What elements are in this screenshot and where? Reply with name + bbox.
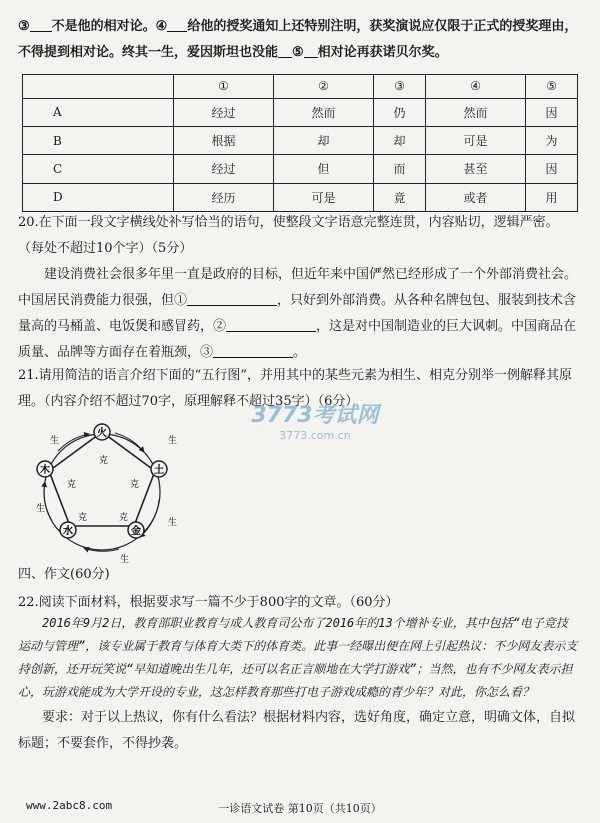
ke-label: 克 — [119, 513, 129, 523]
table-cell: 经过 — [174, 98, 274, 126]
table-cell: 可是 — [273, 183, 373, 211]
answer-blank-2[interactable] — [226, 317, 316, 332]
element-water-label: 水 — [63, 526, 73, 537]
options-table — [22, 74, 578, 212]
sheng-label: 生 — [120, 555, 130, 565]
passage-sentence-3: ，这是对中国制造业的巨大讽刺。中国商品在质量、品牌等方面存在着瓶颈，③ — [18, 319, 577, 360]
section-4-heading: 四、作文(60分) — [18, 567, 110, 582]
table-cell: C — [23, 155, 174, 183]
element-fire-label: 火 — [97, 428, 107, 439]
table-cell: 或者 — [425, 183, 525, 211]
answer-blank-3[interactable] — [213, 343, 293, 358]
blank-5b — [304, 43, 318, 58]
element-metal-label: 金 — [131, 526, 141, 537]
watermark-logo-text: 3773考试网 — [251, 403, 379, 428]
table-row — [23, 155, 578, 183]
table-cell: 然而 — [425, 98, 525, 126]
passage-text-2: 给他的授奖通知上还特别注明，获奖演说应仅限于正式的授奖理由，不得提到相对论。终其一生，爱因斯坦也没能 — [18, 19, 578, 60]
table-cell: B — [23, 126, 174, 154]
ke-label: 克 — [99, 456, 109, 466]
table-cell: 而 — [373, 155, 425, 183]
cycle-arrow — [115, 433, 144, 452]
table-cell: 因 — [525, 98, 577, 126]
marker-4: ④ — [155, 19, 168, 34]
marker-3: ③ — [18, 19, 30, 34]
passage-text-1: 不是他的相对论。 — [51, 19, 156, 34]
table-header-cell: ② — [273, 75, 373, 99]
table-cell: 然而 — [273, 98, 373, 126]
element-wood-node — [37, 461, 53, 477]
ke-label: 克 — [130, 480, 140, 490]
table-cell: 经历 — [174, 183, 274, 211]
table-row — [23, 126, 578, 154]
question-22-requirement: 要求：对于以上热议，你有什么看法？根据材料内容，选好角度，确定立意，明确文体，自拟标题；不要套作，不得抄袭。 — [18, 710, 576, 751]
answer-blank-1[interactable] — [187, 291, 277, 306]
table-cell: 竟 — [373, 183, 425, 211]
question-passage-continuation — [18, 14, 578, 66]
table-cell: 根据 — [174, 126, 274, 154]
question-22-material: 2016年9月2日，教育部职业教育与成人教育司公布了2016年的13个增补专业，其中包括“电子竞技运动与管理”，该专业属于教育与体育大类下的体育类。此事一经曝出便在网上引起热议：不少网友表示支持创新，还开玩笑说“早知道晚出生几年，还可以名正言顺地在大学打游戏”；当然，也有不少网友表示担心，玩游戏能成为大学开设的专业，这怎样教育那些打电子游戏成瘾的青少年？对此，你怎么看？ — [18, 616, 578, 699]
table-cell: 可是 — [425, 126, 525, 154]
sheng-label: 生 — [168, 436, 178, 446]
passage-sentence-4: 。 — [293, 345, 307, 360]
passage-sentence-1: 建设消费社会很多年里一直是政府的目标，但近年来中国俨然已经形成了一个外部消费社会。中国居民消费能力很强，但① — [18, 267, 578, 308]
site-watermark — [225, 398, 405, 442]
question-20-prompt: 20.在下面一段文字横线处补写恰当的语句，使整段文字语意完整连贯，内容贴切，逻辑严密。（每处不超过10个字）（5分） — [18, 215, 559, 256]
element-wood-label: 木 — [40, 465, 50, 476]
footer-page-number: 一诊语文试卷 第10页（共10页） — [218, 802, 382, 815]
ke-label: 克 — [78, 513, 88, 523]
cycle-arrow — [44, 482, 52, 521]
watermark-url: 3773.com.cn — [279, 429, 351, 442]
table-cell: 但 — [273, 155, 373, 183]
table-header-cell — [23, 75, 174, 99]
table-header-cell: ③ — [373, 75, 425, 99]
footer-site-url: www.2abc8.com — [26, 799, 113, 812]
table-header-row — [23, 75, 578, 99]
table-cell: A — [23, 98, 174, 126]
table-cell: 经过 — [174, 155, 274, 183]
passage-text-3: 相对论再获诺贝尔奖。 — [317, 45, 448, 60]
blank-5a — [278, 43, 292, 58]
table-header-cell: ① — [174, 75, 274, 99]
question-22-prompt: 22.阅读下面材料，根据要求写一篇不少于800字的文章。（60分） — [18, 595, 399, 610]
sheng-label: 生 — [168, 518, 178, 528]
sheng-label: 生 — [36, 504, 46, 514]
five-elements-diagram — [22, 415, 222, 565]
table-cell: D — [23, 183, 174, 211]
table-row — [23, 183, 578, 211]
table-row — [23, 98, 578, 126]
element-earth-label: 土 — [154, 465, 164, 476]
table-header-cell: ④ — [425, 75, 525, 99]
question-21-prompt: 21.请用简洁的语言介绍下面的“五行图”，并用其中的某些元素为相生、相克分别举一例解释其原理。（内容介绍不超过70字，原理解释不超过35字）（6分） — [18, 368, 572, 409]
ke-label: 克 — [67, 480, 77, 490]
table-cell: 却 — [273, 126, 373, 154]
table-header-cell: ⑤ — [525, 75, 577, 99]
marker-5: ⑤ — [292, 45, 304, 60]
table-cell: 甚至 — [425, 155, 525, 183]
question-20-passage — [18, 262, 578, 366]
table-cell: 却 — [373, 126, 425, 154]
sheng-label: 生 — [50, 436, 60, 446]
table-cell: 因 — [525, 155, 577, 183]
table-cell: 为 — [525, 126, 577, 154]
element-metal-node — [128, 522, 144, 538]
blank-3 — [30, 17, 52, 32]
element-earth-node — [151, 461, 167, 477]
element-fire-node — [94, 424, 110, 440]
passage-sentence-2: ，只好到外部消费。从各种名牌包包、服装到技术含量高的马桶盖、电饭煲和感冒药，② — [18, 293, 577, 334]
table-cell: 仍 — [373, 98, 425, 126]
table-cell: 用 — [525, 183, 577, 211]
blank-4 — [167, 17, 187, 32]
element-water-node — [60, 522, 76, 538]
